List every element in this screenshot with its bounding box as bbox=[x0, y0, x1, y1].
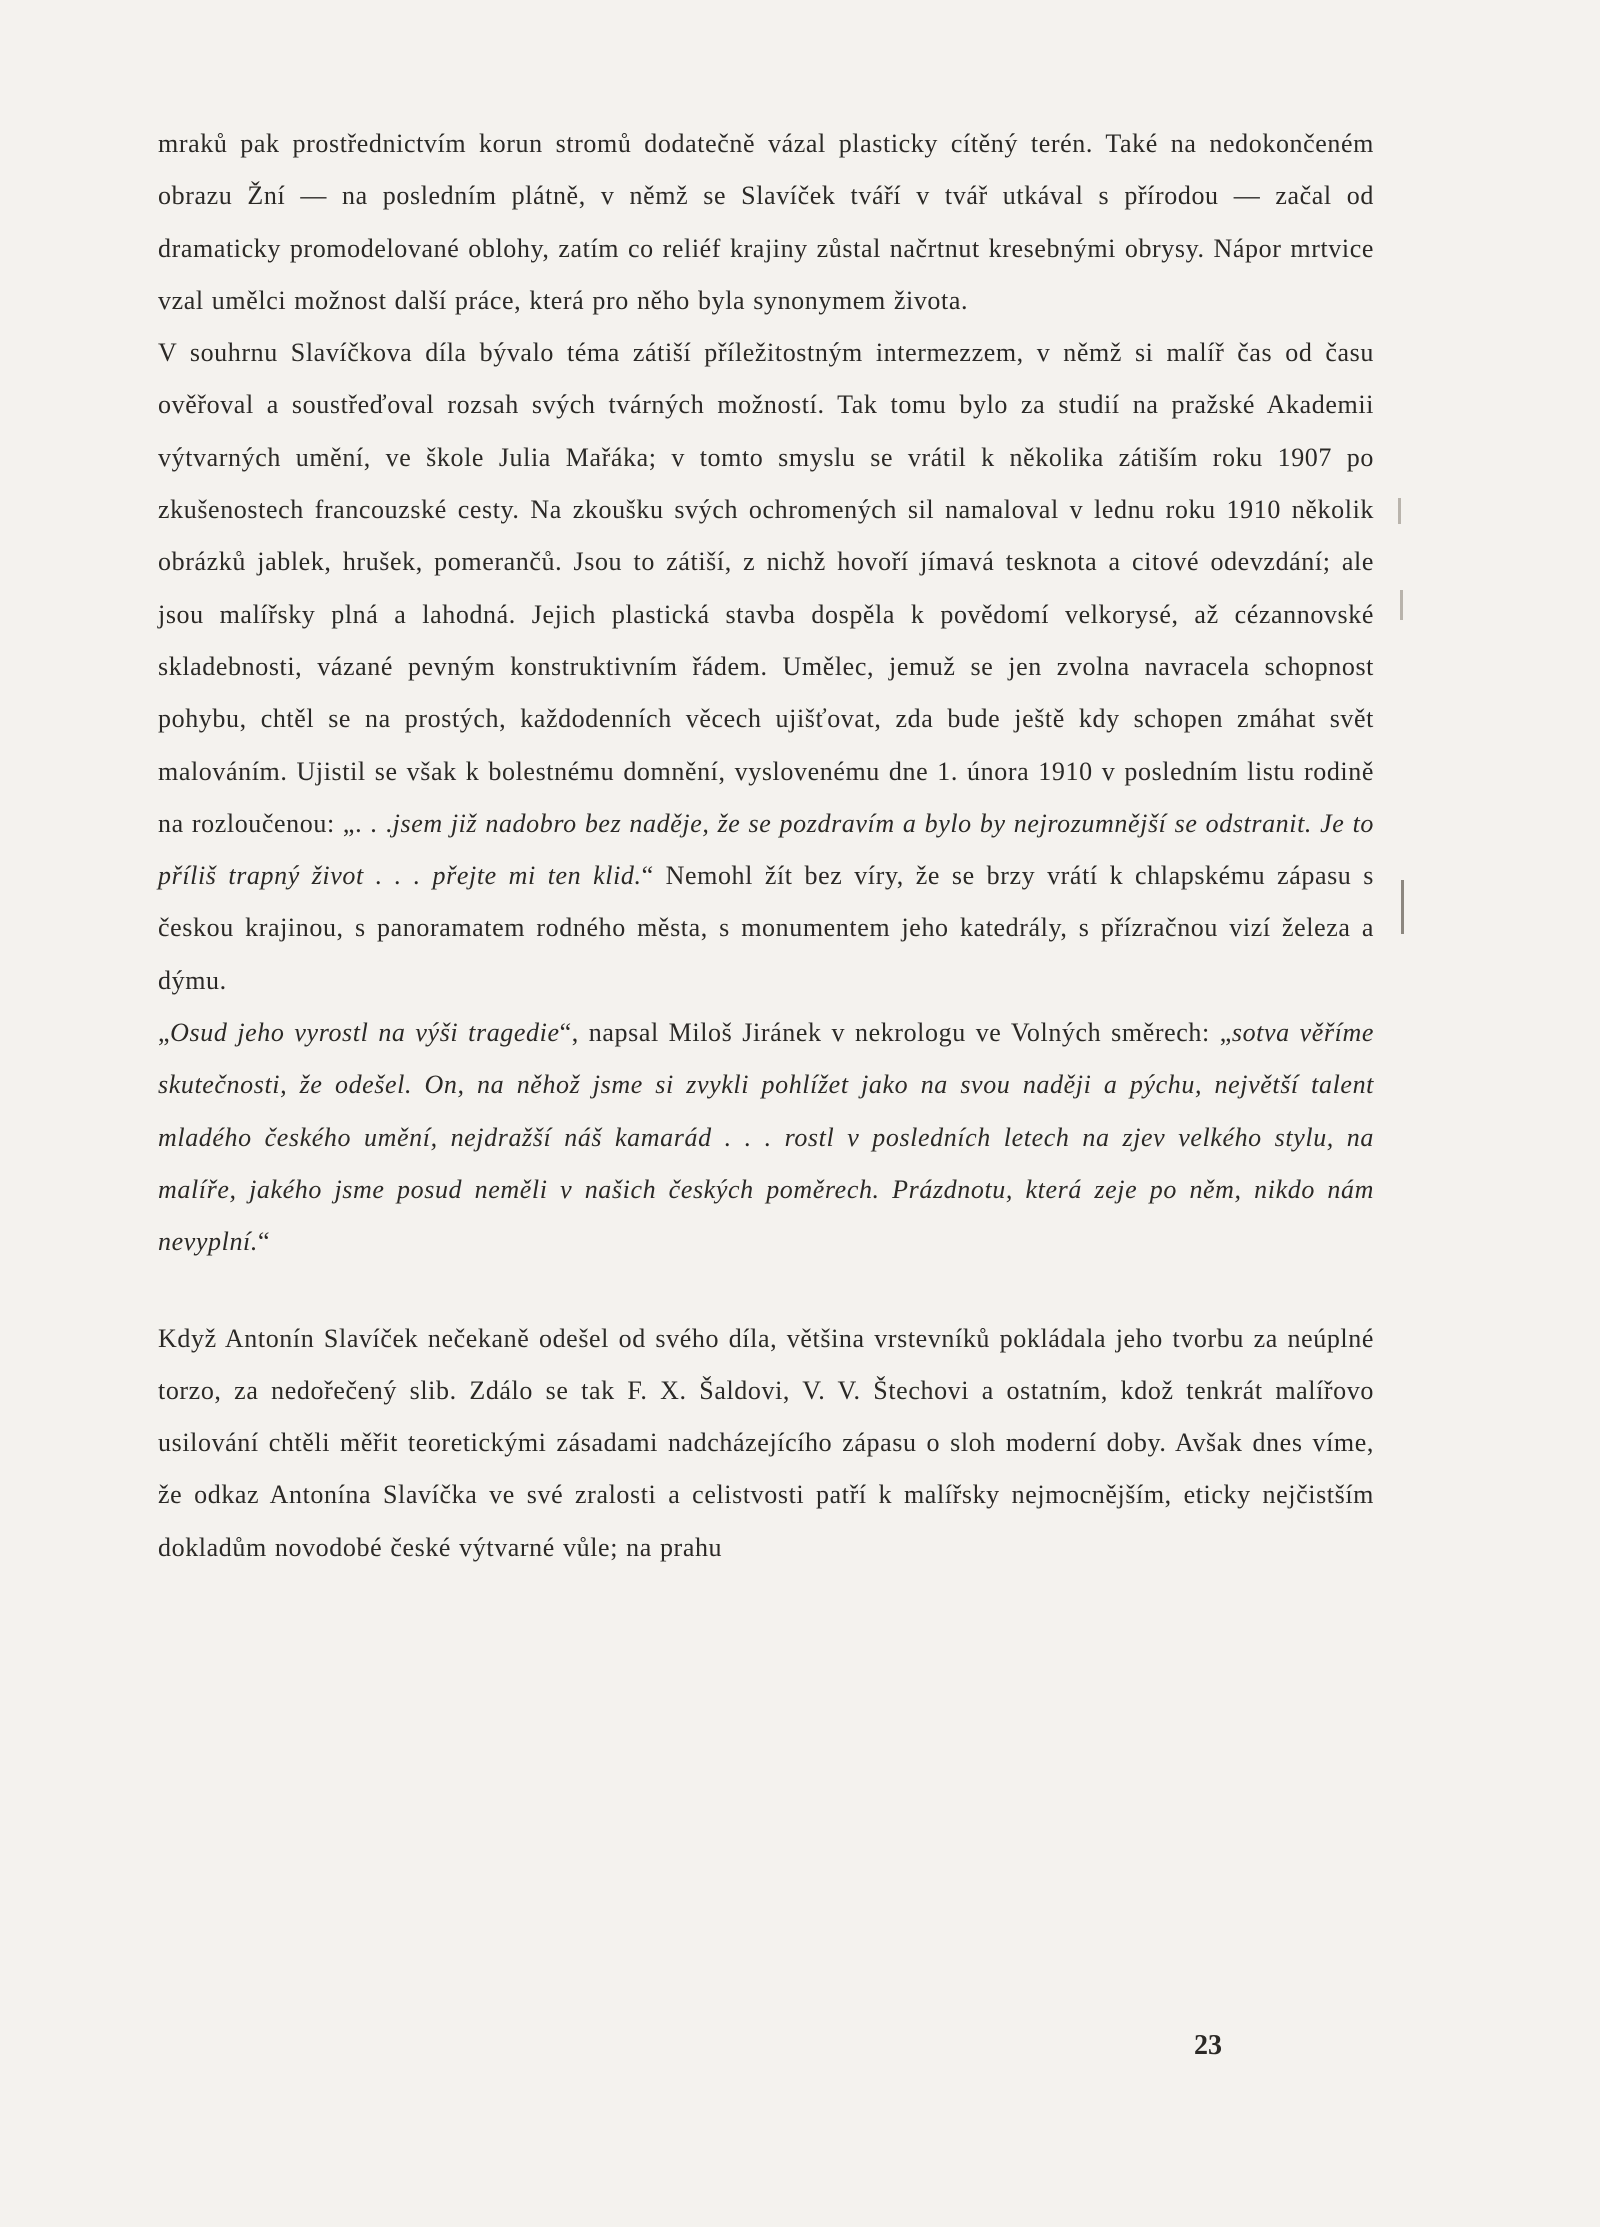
italic-quote: Osud jeho vyrostl na výši tragedie bbox=[170, 1018, 560, 1048]
italic-quote: sotva věříme skutečnosti, že odešel. On, na něhož jsme si zvykli pohlížet jako na svou naději a pýchu, největší talent mladého českého umění, nejdražší náš kamarád . . . rostl v posledních letech na zjev velkého stylu, na malíře, jakého jsme posud neměli v našich českých poměrech. Prázdnotu, která zeje po něm, nikdo nám nevyplní. bbox=[158, 1018, 1374, 1257]
binding-edge-mark bbox=[1401, 880, 1404, 934]
binding-edge-mark bbox=[1398, 498, 1401, 524]
section-gap bbox=[158, 1269, 1374, 1313]
text-run: “ Nemohl žít bez víry, že se brzy vrátí k chlapskému zápasu s českou krajinou, s panoramatem rodného města, s monumentem jeho katedrály, s přízračnou vizí železa a dýmu. bbox=[158, 861, 1374, 995]
text-run: “ bbox=[257, 1227, 271, 1257]
italic-quote: jsem již nadobro bez naděje, že se pozdravím a bylo by nejrozumnější se odstranit. Je to příliš trapný život . . . přejte mi ten klid. bbox=[158, 808, 1374, 891]
paragraph-2 bbox=[158, 327, 1374, 1007]
text-run: V souhrnu Slavíčkova díla bývalo téma zátiší příležitostným intermezzem, v němž si malíř čas od času ověřoval a soustřeďoval rozsah svých tvárných možností. Tak tomu bylo za studií na pražské Akademii výtvarných umění, ve škole Julia Mařáka; v tomto smyslu se vrátil k několika zátiším roku 1907 po zkušenostech francouzské cesty. Na zkoušku svých ochromených sil namaloval v lednu roku 1910 několik obrázků jablek, hrušek, pomerančů. Jsou to zátiší, z nichž hovoří jímavá tesknota a citové odevzdání; ale jsou malířsky plná a lahodná. Jejich plastická stavba dospěla k povědomí velkorysé, až cézannovské skladebnosti, vázané pevným konstruktivním řádem. Umělec, jemuž se jen zvolna navracela schopnost pohybu, chtěl se na prostých, každodenních věcech ujišťovat, zda bude ještě kdy schopen zmáhat svět malováním. Ujistil se však k bolestnému domnění, vyslovenému dne 1. února 1910 v posledním listu rodině na rozloučenou: „. . . bbox=[158, 338, 1374, 838]
text-run: Když Antonín Slavíček nečekaně odešel od svého díla, většina vrstevníků pokládala jeho tvorbu za neúplné torzo, za nedořečený slib. Zdálo se tak F. X. Šaldovi, V. V. Štechovi a ostatním, kdož tenkrát malířovo usilování chtěli měřit teoretickými zásadami nadcházejícího zápasu o sloh moderní doby. Avšak dnes víme, že odkaz Antonína Slavíčka ve své zralosti a celistvosti patří k malířsky nejmocnějším, eticky nejčistším dokladům novodobé české výtvarné vůle; na prahu bbox=[158, 1323, 1374, 1562]
binding-edge-mark bbox=[1400, 590, 1403, 620]
paragraph-1 bbox=[158, 118, 1374, 327]
paragraph-3 bbox=[158, 1007, 1374, 1268]
text-run: “, napsal Miloš Jiránek v nekrologu ve Volných směrech: „ bbox=[559, 1018, 1232, 1048]
paragraph-4 bbox=[158, 1313, 1374, 1574]
text-run: „ bbox=[158, 1018, 171, 1048]
page-number: 23 bbox=[1194, 2030, 1222, 2061]
text-run: mraků pak prostřednictvím korun stromů dodatečně vázal plasticky cítěný terén. Také na nedokončeném obrazu Žní — na posledním plátně, v němž se Slavíček tváří v tvář utkával s přírodou — začal od dramaticky promodelované oblohy, zatím co reliéf krajiny zůstal načrtnut kresebnými obrysy. Nápor mrtvice vzal umělci možnost další práce, která pro něho byla synonymem života. bbox=[158, 129, 1374, 315]
page-text-block bbox=[158, 118, 1374, 1574]
